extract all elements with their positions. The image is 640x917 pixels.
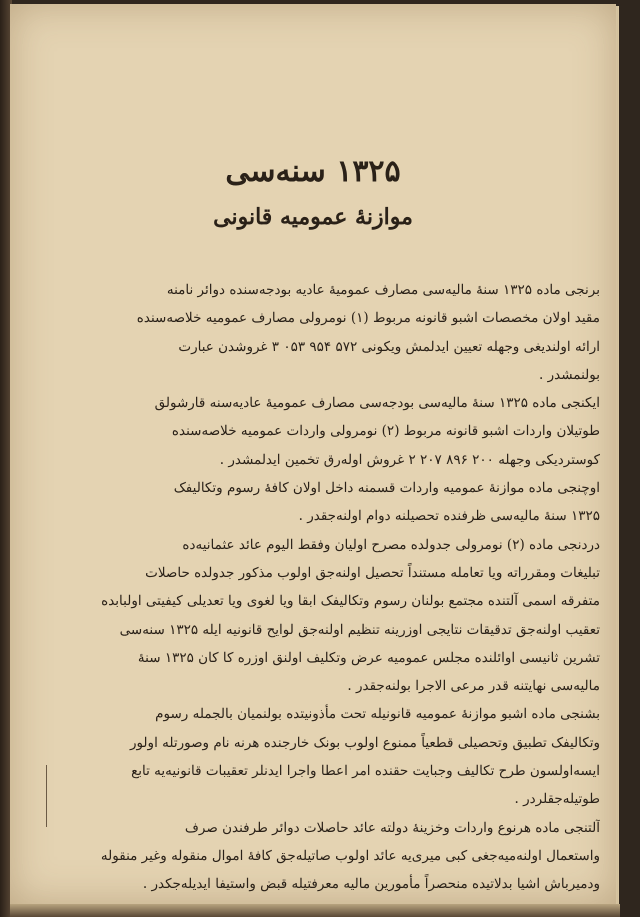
text-line: بشنجی ماده اشبو موازنهٔ عمومیه قانونیله تحت مأذونیتده بولنمیان بالجمله رسوم <box>155 706 600 723</box>
text-line: آلتنجی ماده هرنوع واردات وخزینهٔ دولته عائد حاصلات دوائر طرفندن صرف <box>184 819 600 836</box>
text-line: مالیه‌سی نهایتنه قدر مرعی الاجرا بولنه‌جقدر . <box>347 678 600 695</box>
law-body-text <box>40 276 600 899</box>
text-line: واستعمال اولنه‌میه‌جغی کبی میری‌یه عائد اولوب صاتیله‌جق کافهٔ اموال منقوله وغیر منقوله <box>100 847 600 864</box>
text-line: کوستردیکی وجهله ۲۰۰ ۸۹۶ ۲۰۷ ۲ غروش اوله‌رق تخمین ایدلمشدر . <box>219 451 600 468</box>
text-line: دردنجی ماده (۲) نومرولی جدولده مصرح اولیان وفقط الیوم عائد عثمانیه‌ده <box>182 536 600 553</box>
text-line: تعقیب اولنه‌جق تدقیقات نتایجی اوزرینه تنظیم اولنه‌جق لوایح قانونیه ایله ۱۳۲۵ سنه‌سی <box>119 621 600 638</box>
text-line: طوتیلان واردات اشبو قانونه مربوط (۲) نومرولی واردات عمومیه خلاصه‌سنده <box>171 423 600 440</box>
margin-mark <box>46 765 47 827</box>
text-line: بولنمشدر . <box>539 366 600 383</box>
document-page <box>10 4 616 904</box>
text-line: تشرین ثانیسی اوائلنده مجلس عمومیه عرض وتکلیف اولنق اوزره کا کان ۱۳۲۵ سنهٔ <box>137 649 600 666</box>
text-line: متفرقه اسمی آلتنده مجتمع بولنان رسوم وتکالیفک ابقا ویا لغوی ویا تعدیلی کیفیتی اولبابده <box>101 593 600 610</box>
text-line: تبلیغات ومقرراته ویا تعامله مستنداً تحصیل اولنه‌جق اولوب مذکور جدولده حاصلات <box>145 564 600 581</box>
text-line: ۱۳۲۵ سنهٔ مالیه‌سی ظرفنده تحصیلنه دوام اولنه‌جقدر . <box>298 508 600 525</box>
page-title-year: ۱۳۲۵ سنه‌سی <box>225 154 401 189</box>
text-line: ایسه‌اولسون طرح تکالیف وجبایت حقنده امر اعطا واجرا ایدنلر تعقیبات قانونیه‌یه تابع <box>131 763 600 780</box>
text-line: ایکنجی ماده ۱۳۲۵ سنهٔ مالیه‌سی بودجه‌سی مصارف عمومیهٔ عادیه‌سنه قارشولق <box>154 395 600 412</box>
text-line: برنجی ماده ۱۳۲۵ سنهٔ مالیه‌سی مصارف عمومیهٔ عادیه بودجه‌سنده دوائر نامنه <box>166 282 600 298</box>
text-line: مقید اولان مخصصات اشبو قانونه مربوط (۱) نومرولی مصارف عمومیه خلاصه‌سنده <box>136 310 600 327</box>
text-line: ارائه اولندیغی وجهله تعیین ایدلمش ویکونی ۵۷۲ ۹۵۴ ۰۵۳ ۳ غروشدن عبارت <box>178 338 600 355</box>
text-line: طوتیله‌جقلردر . <box>514 791 600 808</box>
text-line: وتکالیفک تطبیق وتحصیلی قطعیاً ممنوع اولوب بونک خارجنده هرنه نام وصورتله اولور <box>129 734 600 751</box>
page-bottom-edge <box>10 904 620 917</box>
page-title-law: موازنهٔ عمومیه قانونی <box>213 204 413 230</box>
text-line: ودمیرباش اشیا بدلاتیده منحصراً مأمورین مالیه معرفتیله قبض واستیفا ایدیله‌جکدر . <box>142 876 600 893</box>
text-line: اوچنجی ماده موازنهٔ عمومیه واردات قسمنه داخل اولان کافهٔ رسوم وتکالیفک <box>173 480 600 497</box>
